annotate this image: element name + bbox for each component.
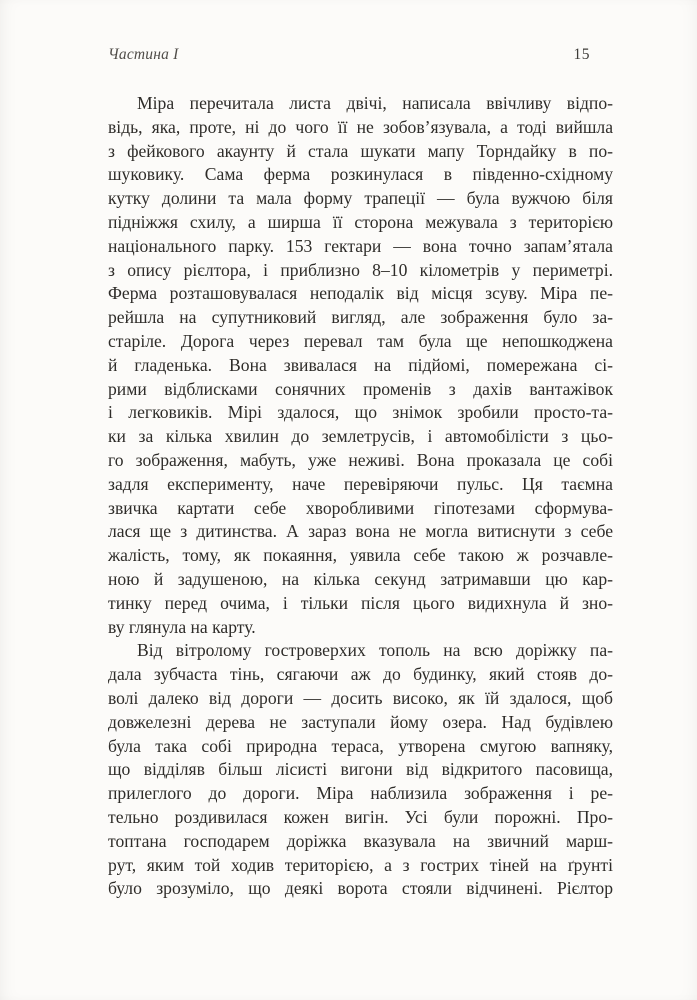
text-line: тинку перед очима, і тільки після цього видихнула й зно- — [108, 592, 613, 613]
text-line: дала зубчаста тінь, сягаючи аж до будинку, який стояв до- — [108, 664, 613, 685]
text-line: з фейкового акаунту й стала шукати мапу Торндайку в по- — [108, 140, 613, 161]
text-line: довжелезні дерева не заступали йому озера. Над будівлею — [108, 711, 613, 732]
text-line: Від вітролому гостроверхих тополь на всю доріжку па- — [137, 640, 613, 661]
text-line: го зображення, мабуть, уже неживі. Вона проказала це собі — [108, 449, 613, 470]
text-line: шуковику. Сама ферма розкинулася в південно-східному — [108, 164, 613, 185]
text-line: і легковиків. Мірі здалося, що знімок зробили просто-та- — [108, 402, 613, 423]
text-line: звичка картати себе хворобливими гіпотезами сформува- — [108, 497, 613, 518]
text-line: кутку долини та мала форму трапеції — була вужчою біля — [108, 188, 613, 209]
text-line: було зрозуміло, що деякі ворота стояли відчинені. Рієлтор — [108, 878, 613, 899]
running-head: Частина I — [108, 46, 179, 63]
text-line: відь, яка, проте, ні до чого її не зобов’язувала, а тоді вийшла — [108, 116, 613, 137]
text-line: старіле. Дорога через перевал там була ще непошкоджена — [108, 330, 613, 351]
text-line: що відділяв більш лісисті вигони від відкритого пасовища, — [108, 759, 613, 780]
text-line: тельно роздивилася кожен вигін. Усі були порожні. Про- — [108, 806, 613, 827]
text-line: рейшла на супутниковий вигляд, але зображення було за- — [108, 307, 613, 328]
text-line: волі далеко від дороги — досить високо, як їй здалося, щоб — [108, 687, 613, 708]
body-text — [108, 92, 613, 901]
text-line: лася ще з дитинства. А зараз вона не могла витиснути з себе — [108, 521, 613, 542]
text-line: з опису рієлтора, і приблизно 8–10 кілометрів у периметрі. — [108, 259, 613, 280]
text-line: підніжжя схилу, а ширша її сторона межувала з територією — [108, 211, 613, 232]
text-line: Міра перечитала листа двічі, написала ввічливу відпо- — [137, 93, 613, 113]
page-header — [108, 46, 613, 64]
text-line: рут, яким той ходив територією, а з гострих тіней на ґрунті — [108, 854, 613, 875]
text-line: прилеглого до дороги. Міра наблизила зображення і ре- — [108, 783, 613, 804]
text-line: ву глянула на карту. — [108, 616, 256, 637]
text-line: й гладенька. Вона звивалася на підйомі, помережана сі- — [108, 354, 613, 375]
text-line: топтана господарем доріжка вказувала на звичний марш- — [108, 830, 613, 851]
text-line: задля експерименту, наче перевіряючи пульс. Ця таємна — [108, 473, 613, 494]
text-line: була така собі природна тераса, утворена смугою вапняку, — [108, 735, 613, 756]
text-line: ки за кілька хвилин до землетрусів, і автомобілісти з цьо- — [108, 426, 613, 447]
text-line: національного парку. 153 гектари — вона точно запам’ятала — [108, 235, 613, 256]
text-line: Ферма розташовувалася неподалік від місця зсуву. Міра пе- — [108, 283, 613, 304]
text-line: рими відблисками сонячних променів з дахів вантажівок — [108, 378, 613, 399]
text-line: ною й задушеною, на кілька секунд затримавши цю кар- — [108, 568, 613, 589]
text-line: жалість, тому, як покаяння, уявила себе такою ж розчавле- — [108, 545, 613, 566]
page-number: 15 — [573, 46, 590, 63]
